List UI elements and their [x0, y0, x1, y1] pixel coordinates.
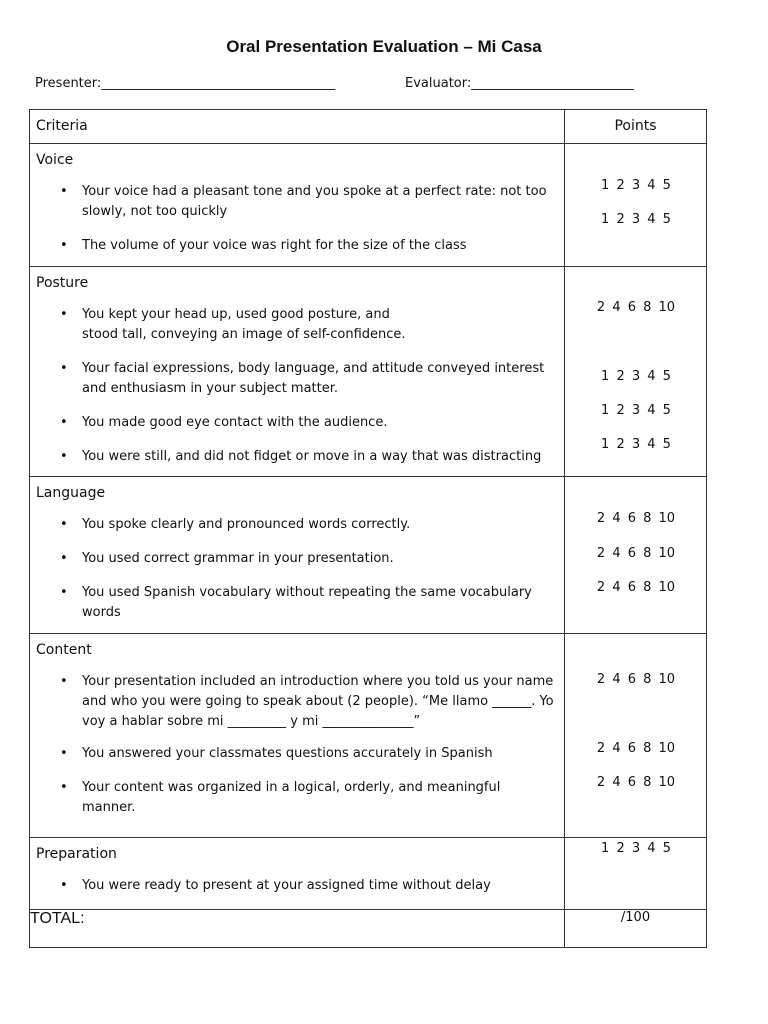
list-item: • You used correct grammar in your presentation. — [30, 549, 564, 569]
total-label: TOTAL: — [30, 910, 565, 948]
page-title: Oral Presentation Evaluation – Mi Casa — [226, 37, 542, 56]
points-scale: 1 2 3 4 5 — [601, 178, 671, 193]
points-scale: 2 4 6 8 10 — [596, 580, 676, 595]
list-item: • You answered your classmates questions accurately in Spanish — [30, 744, 564, 764]
points-scale: 1 2 3 4 5 — [601, 369, 671, 384]
preparation-items — [30, 876, 564, 896]
section-preparation — [30, 838, 707, 910]
list-item: • Your voice had a pleasant tone and you spoke at a perfect rate: not too slowly, not too quickly — [30, 182, 564, 222]
total-row — [30, 910, 707, 948]
section-title-preparation: Preparation — [36, 846, 117, 862]
section-posture — [30, 267, 707, 477]
names-row — [35, 76, 634, 91]
points-scale: 2 4 6 8 10 — [596, 546, 676, 561]
list-item: • Your content was organized in a logical, orderly, and meaningful manner. — [30, 778, 564, 818]
list-item: • You were still, and did not fidget or move in a way that was distracting — [30, 447, 564, 467]
section-title-posture: Posture — [36, 275, 89, 291]
list-item: • You kept your head up, used good posture, and stood tall, conveying an image of self-confidence. — [30, 305, 564, 345]
language-items — [30, 515, 564, 623]
list-item: • You spoke clearly and pronounced words correctly. — [30, 515, 564, 535]
points-scale: 2 4 6 8 10 — [596, 511, 676, 526]
voice-items — [30, 182, 564, 256]
evaluator-field[interactable]: Evaluator:_________________________ — [405, 76, 634, 91]
points-scale: 1 2 3 4 5 — [601, 403, 671, 418]
section-voice — [30, 144, 707, 267]
rubric-table — [29, 109, 707, 948]
points-scale: 2 4 6 8 10 — [596, 775, 676, 790]
points-scale: 1 2 3 4 5 — [601, 212, 671, 227]
points-scale: 2 4 6 8 10 — [596, 300, 676, 315]
total-value[interactable]: /100 — [565, 910, 707, 948]
list-item: • Your facial expressions, body language, and attitude conveyed interest and enthusiasm in your subject matter. — [30, 359, 564, 399]
points-scale: 1 2 3 4 5 — [601, 437, 671, 452]
points-scale: 2 4 6 8 10 — [596, 741, 676, 756]
section-title-voice: Voice — [36, 152, 74, 168]
content-items — [30, 672, 564, 818]
section-language — [30, 477, 707, 634]
section-content — [30, 634, 707, 838]
list-item: • The volume of your voice was right for the size of the class — [30, 236, 564, 256]
list-item: • You made good eye contact with the audience. — [30, 413, 564, 433]
header-row — [30, 110, 707, 144]
list-item: • You were ready to present at your assigned time without delay — [30, 876, 564, 896]
points-header: Points — [565, 110, 707, 144]
presenter-field[interactable]: Presenter:____________________________________ — [35, 76, 336, 91]
posture-items — [30, 305, 564, 467]
points-scale: 1 2 3 4 5 — [601, 841, 671, 856]
section-title-content: Content — [36, 642, 92, 658]
list-item: • You used Spanish vocabulary without repeating the same vocabulary words — [30, 583, 564, 623]
section-title-language: Language — [36, 485, 106, 501]
criteria-header: Criteria — [30, 110, 565, 144]
list-item: • Your presentation included an introduction where you told us your name and who you were going to speak about (2 people). “Me llamo ______. Yo voy a hablar sobre mi _________ y mi ______________” — [30, 672, 564, 732]
points-scale: 2 4 6 8 10 — [596, 672, 676, 687]
